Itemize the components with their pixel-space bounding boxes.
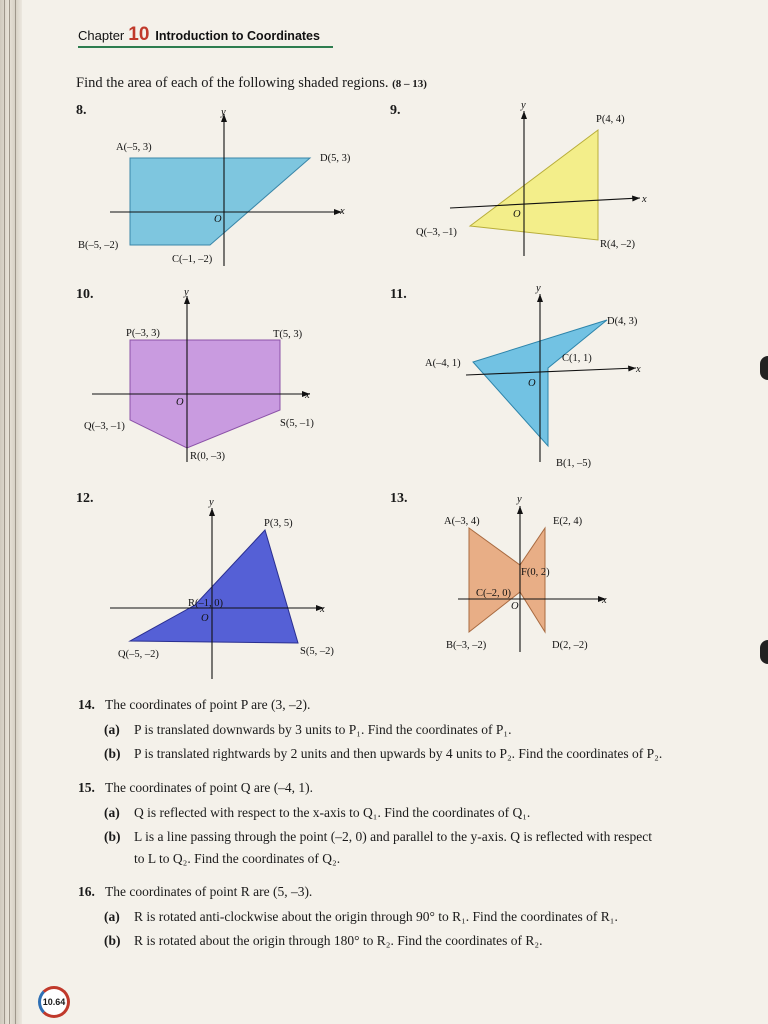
chapter-word: Chapter bbox=[78, 28, 125, 43]
y-axis-label: y bbox=[536, 283, 541, 294]
figure-12 bbox=[100, 495, 360, 685]
point-label: P(–3, 3) bbox=[126, 328, 160, 339]
figure-11 bbox=[420, 282, 660, 472]
page-edge-tab bbox=[760, 356, 768, 380]
question-number: 14. bbox=[78, 697, 95, 712]
part-text: P is translated downwards by 3 units to P₁. Find the coordinates of P₁. bbox=[134, 722, 512, 737]
question-15 bbox=[78, 780, 313, 796]
figure-9-number: 9. bbox=[390, 103, 401, 118]
question-number: 16. bbox=[78, 884, 95, 899]
part-label: (b) bbox=[104, 746, 121, 761]
point-label: R(–1, 0) bbox=[188, 598, 223, 609]
question-14b bbox=[104, 746, 662, 762]
y-axis-label: y bbox=[221, 107, 226, 118]
shaded-region bbox=[130, 530, 298, 643]
part-label: (b) bbox=[104, 829, 121, 844]
origin-label: O bbox=[513, 209, 521, 220]
instructions bbox=[76, 75, 427, 92]
question-15a bbox=[104, 805, 530, 821]
question-range: (8 – 13) bbox=[392, 78, 427, 90]
origin-label: O bbox=[511, 601, 519, 612]
origin-label: O bbox=[528, 378, 536, 389]
question-15b bbox=[104, 829, 652, 845]
y-arrow-icon bbox=[209, 508, 215, 516]
figure-12-number: 12. bbox=[76, 491, 94, 506]
x-arrow-icon bbox=[632, 196, 640, 202]
point-label: A(–3, 4) bbox=[444, 516, 480, 527]
point-label: A(–5, 3) bbox=[116, 142, 152, 153]
question-stem: The coordinates of point Q are (–4, 1). bbox=[105, 780, 314, 795]
figure-13-number: 13. bbox=[390, 491, 408, 506]
y-arrow-icon bbox=[517, 506, 523, 514]
question-number: 15. bbox=[78, 780, 95, 795]
point-label: B(–3, –2) bbox=[446, 640, 487, 651]
instructions-text: Find the area of each of the following shaded regions. bbox=[76, 75, 389, 91]
part-label: (a) bbox=[104, 805, 120, 820]
point-label: Q(–3, –1) bbox=[84, 421, 125, 432]
point-label: F(0, 2) bbox=[521, 567, 550, 578]
page-number: 10.64 bbox=[42, 997, 66, 1007]
point-label: A(–4, 1) bbox=[425, 358, 461, 369]
point-label: T(5, 3) bbox=[273, 329, 303, 340]
figure-10-number: 10. bbox=[76, 287, 94, 302]
part-label: (a) bbox=[104, 722, 120, 737]
origin-label: O bbox=[176, 397, 184, 408]
part-text: R is rotated anti-clockwise about the origin through 90° to R₁. Find the coordinates of R₁. bbox=[134, 909, 618, 924]
point-label: B(–5, –2) bbox=[78, 240, 119, 251]
part-label: (a) bbox=[104, 909, 120, 924]
question-14a bbox=[104, 722, 512, 738]
figure-8-number: 8. bbox=[76, 103, 87, 118]
point-label: R(0, –3) bbox=[190, 451, 225, 462]
shaded-region bbox=[130, 158, 310, 245]
page-edge-tab bbox=[760, 640, 768, 664]
question-15b-continued: to L to Q₂. Find the coordinates of Q₂. bbox=[134, 851, 341, 866]
point-label: D(2, –2) bbox=[552, 640, 588, 651]
y-arrow-icon bbox=[537, 294, 543, 302]
point-label: D(4, 3) bbox=[607, 316, 638, 327]
y-axis-label: y bbox=[209, 497, 214, 508]
point-label: Q(–5, –2) bbox=[118, 649, 159, 660]
part-label: (b) bbox=[104, 933, 121, 948]
question-stem: The coordinates of point R are (5, –3). bbox=[105, 884, 313, 899]
point-label: C(–2, 0) bbox=[476, 588, 511, 599]
point-label: R(4, –2) bbox=[600, 239, 635, 250]
origin-label: O bbox=[201, 613, 209, 624]
point-label: C(1, 1) bbox=[562, 353, 592, 364]
part-text: P is translated rightwards by 2 units and then upwards by 4 units to P₂. Find the coordinates of P₂. bbox=[134, 746, 663, 761]
y-axis-label: y bbox=[184, 287, 189, 298]
y-axis-label: y bbox=[517, 494, 522, 505]
part-text: L is a line passing through the point (–2, 0) and parallel to the y-axis. Q is reflected with respect bbox=[134, 829, 652, 844]
x-axis-label: x bbox=[642, 194, 647, 205]
header-rule bbox=[78, 46, 333, 48]
point-label: S(5, –1) bbox=[280, 418, 314, 429]
chapter-header bbox=[78, 24, 320, 46]
shaded-region bbox=[470, 130, 598, 240]
x-axis-label: x bbox=[305, 390, 310, 401]
chapter-number: 10 bbox=[128, 24, 150, 45]
x-axis-label: x bbox=[602, 595, 607, 606]
x-axis-label: x bbox=[340, 206, 345, 217]
figure-11-number: 11. bbox=[390, 287, 407, 302]
spine-line bbox=[4, 0, 5, 1024]
x-arrow-icon bbox=[628, 366, 636, 372]
question-16 bbox=[78, 884, 312, 900]
point-label: C(–1, –2) bbox=[172, 254, 213, 265]
spine-line bbox=[9, 0, 10, 1024]
point-label: S(5, –2) bbox=[300, 646, 334, 657]
spine-line bbox=[15, 0, 16, 1024]
part-text: Q is reflected with respect to the x-axis to Q₁. Find the coordinates of Q₁. bbox=[134, 805, 531, 820]
question-16a bbox=[104, 909, 618, 925]
x-axis-label: x bbox=[636, 364, 641, 375]
chapter-topic: Introduction to Coordinates bbox=[155, 29, 320, 43]
question-16b bbox=[104, 933, 543, 949]
point-label: P(3, 5) bbox=[264, 518, 293, 529]
figure-10 bbox=[80, 285, 350, 470]
origin-label: O bbox=[214, 214, 222, 225]
question-14 bbox=[78, 697, 310, 713]
y-axis-label: y bbox=[521, 100, 526, 111]
point-label: P(4, 4) bbox=[596, 114, 625, 125]
figure-9 bbox=[410, 95, 660, 265]
point-label: Q(–3, –1) bbox=[416, 227, 457, 238]
point-label: B(1, –5) bbox=[556, 458, 591, 469]
point-label: E(2, 4) bbox=[553, 516, 583, 527]
figure-13 bbox=[430, 490, 650, 665]
question-stem: The coordinates of point P are (3, –2). bbox=[105, 697, 311, 712]
page-number-badge bbox=[38, 986, 70, 1018]
y-arrow-icon bbox=[521, 111, 527, 119]
figure-8 bbox=[70, 100, 370, 275]
part-text: R is rotated about the origin through 180° to R₂. Find the coordinates of R₂. bbox=[134, 933, 543, 948]
x-axis-label: x bbox=[320, 604, 325, 615]
point-label: D(5, 3) bbox=[320, 153, 351, 164]
